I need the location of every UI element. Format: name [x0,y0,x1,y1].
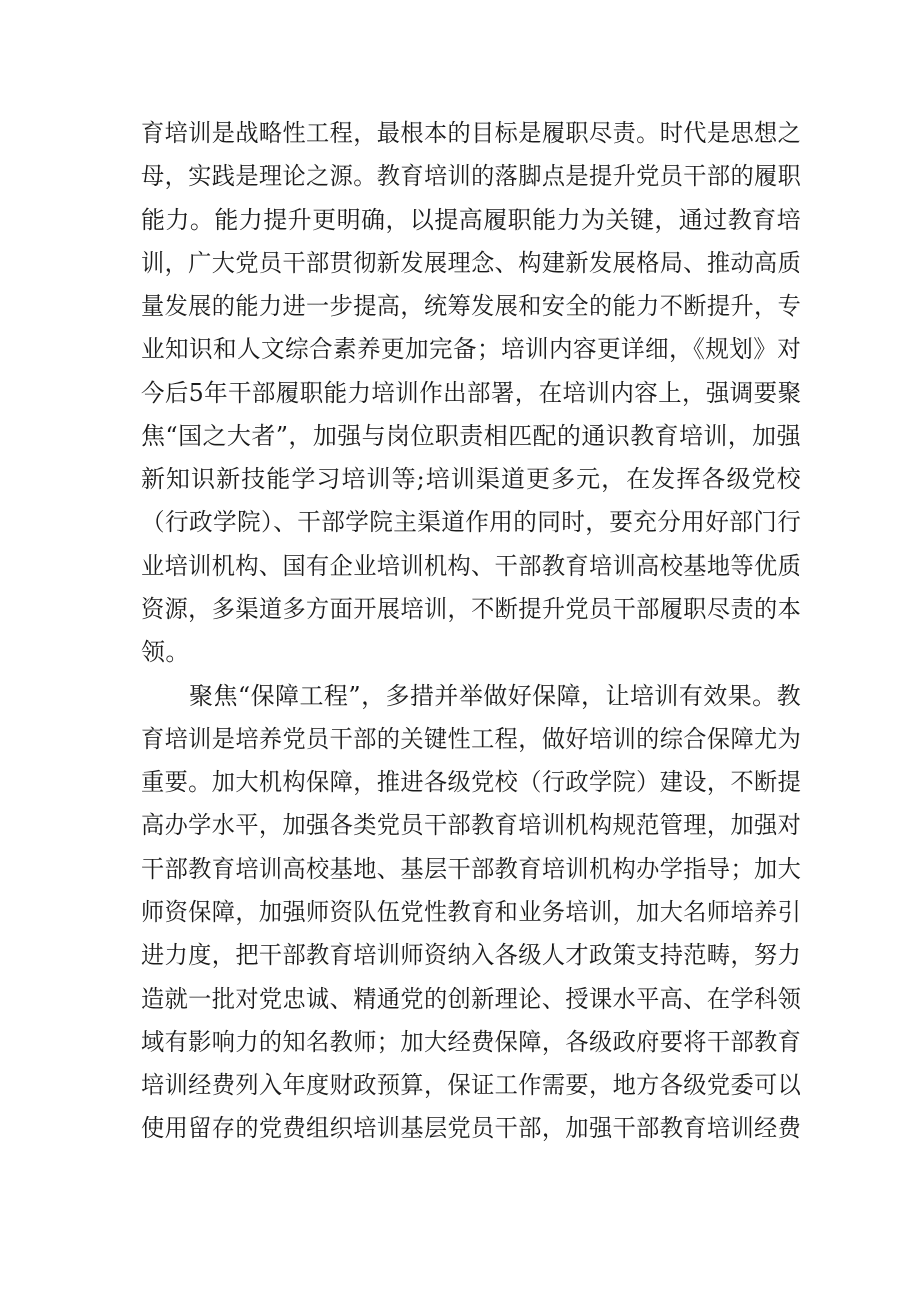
paragraph-line: 高办学水平，加强各类党员干部教育培训机构规范管理，加强对 [141,811,802,839]
paragraph-first-line: 聚焦“保障工程”，多措并举做好保障，让培训有效果。教 [189,682,801,710]
paragraph-line: 域有影响力的知名教师；加大经费保障，各级政府要将干部教育 [141,1028,802,1056]
paragraph-line: 训，广大党员干部贯彻新发展理念、构建新发展格局、推动高质 [141,249,802,277]
paragraph-line: 焦“国之大者”，加强与岗位职责相匹配的通识教育培训，加强 [141,422,801,450]
paragraph-line: 干部教育培训高校基地、基层干部教育培训机构办学指导；加大 [141,855,802,883]
paragraph-line: 造就一批对党忠诚、精通党的创新理论、授课水平高、在学科领 [141,985,802,1013]
paragraph-line: 资源，多渠道多方面开展培训，不断提升党员干部履职尽责的本 [141,595,802,623]
paragraph-line: 师资保障，加强师资队伍党性教育和业务培训，加大名师培养引 [141,898,802,926]
paragraph-line: 领。 [141,638,190,666]
paragraph-line: 新知识新技能学习培训等;培训渠道更多元，在发挥各级党校 [141,465,801,493]
paragraph-line: 业培训机构、国有企业培训机构、干部教育培训高校基地等优质 [141,552,802,580]
paragraph-line: 母，实践是理论之源。教育培训的落脚点是提升党员干部的履职 [141,162,802,190]
paragraph-line: 今后5年干部履职能力培训作出部署，在培训内容上，强调要聚 [141,379,802,407]
paragraph-line: 业知识和人文综合素养更加完备；培训内容更详细，《规划》对 [141,335,802,363]
paragraph-line: 育培训是战略性工程，最根本的目标是履职尽责。时代是思想之 [141,119,802,147]
paragraph-line: 量发展的能力进一步提高，统筹发展和安全的能力不断提升，专 [141,292,802,320]
paragraph-line: 使用留存的党费组织培训基层党员干部，加强干部教育培训经费 [141,1114,802,1142]
paragraph-line: 培训经费列入年度财政预算，保证工作需要，地方各级党委可以 [141,1071,802,1099]
paragraph-line: （行政学院）、干部学院主渠道作用的同时，要充分用好部门行 [141,508,802,536]
paragraph-line: 育培训是培养党员干部的关键性工程，做好培训的综合保障尤为 [141,725,802,753]
paragraph-line: 能力。能力提升更明确，以提高履职能力为关键，通过教育培 [141,206,801,234]
paragraph-line: 重要。加大机构保障，推进各级党校（行政学院）建设，不断提 [141,768,802,796]
paragraph-line: 进力度，把干部教育培训师资纳入各级人才政策支持范畴，努力 [141,941,802,969]
